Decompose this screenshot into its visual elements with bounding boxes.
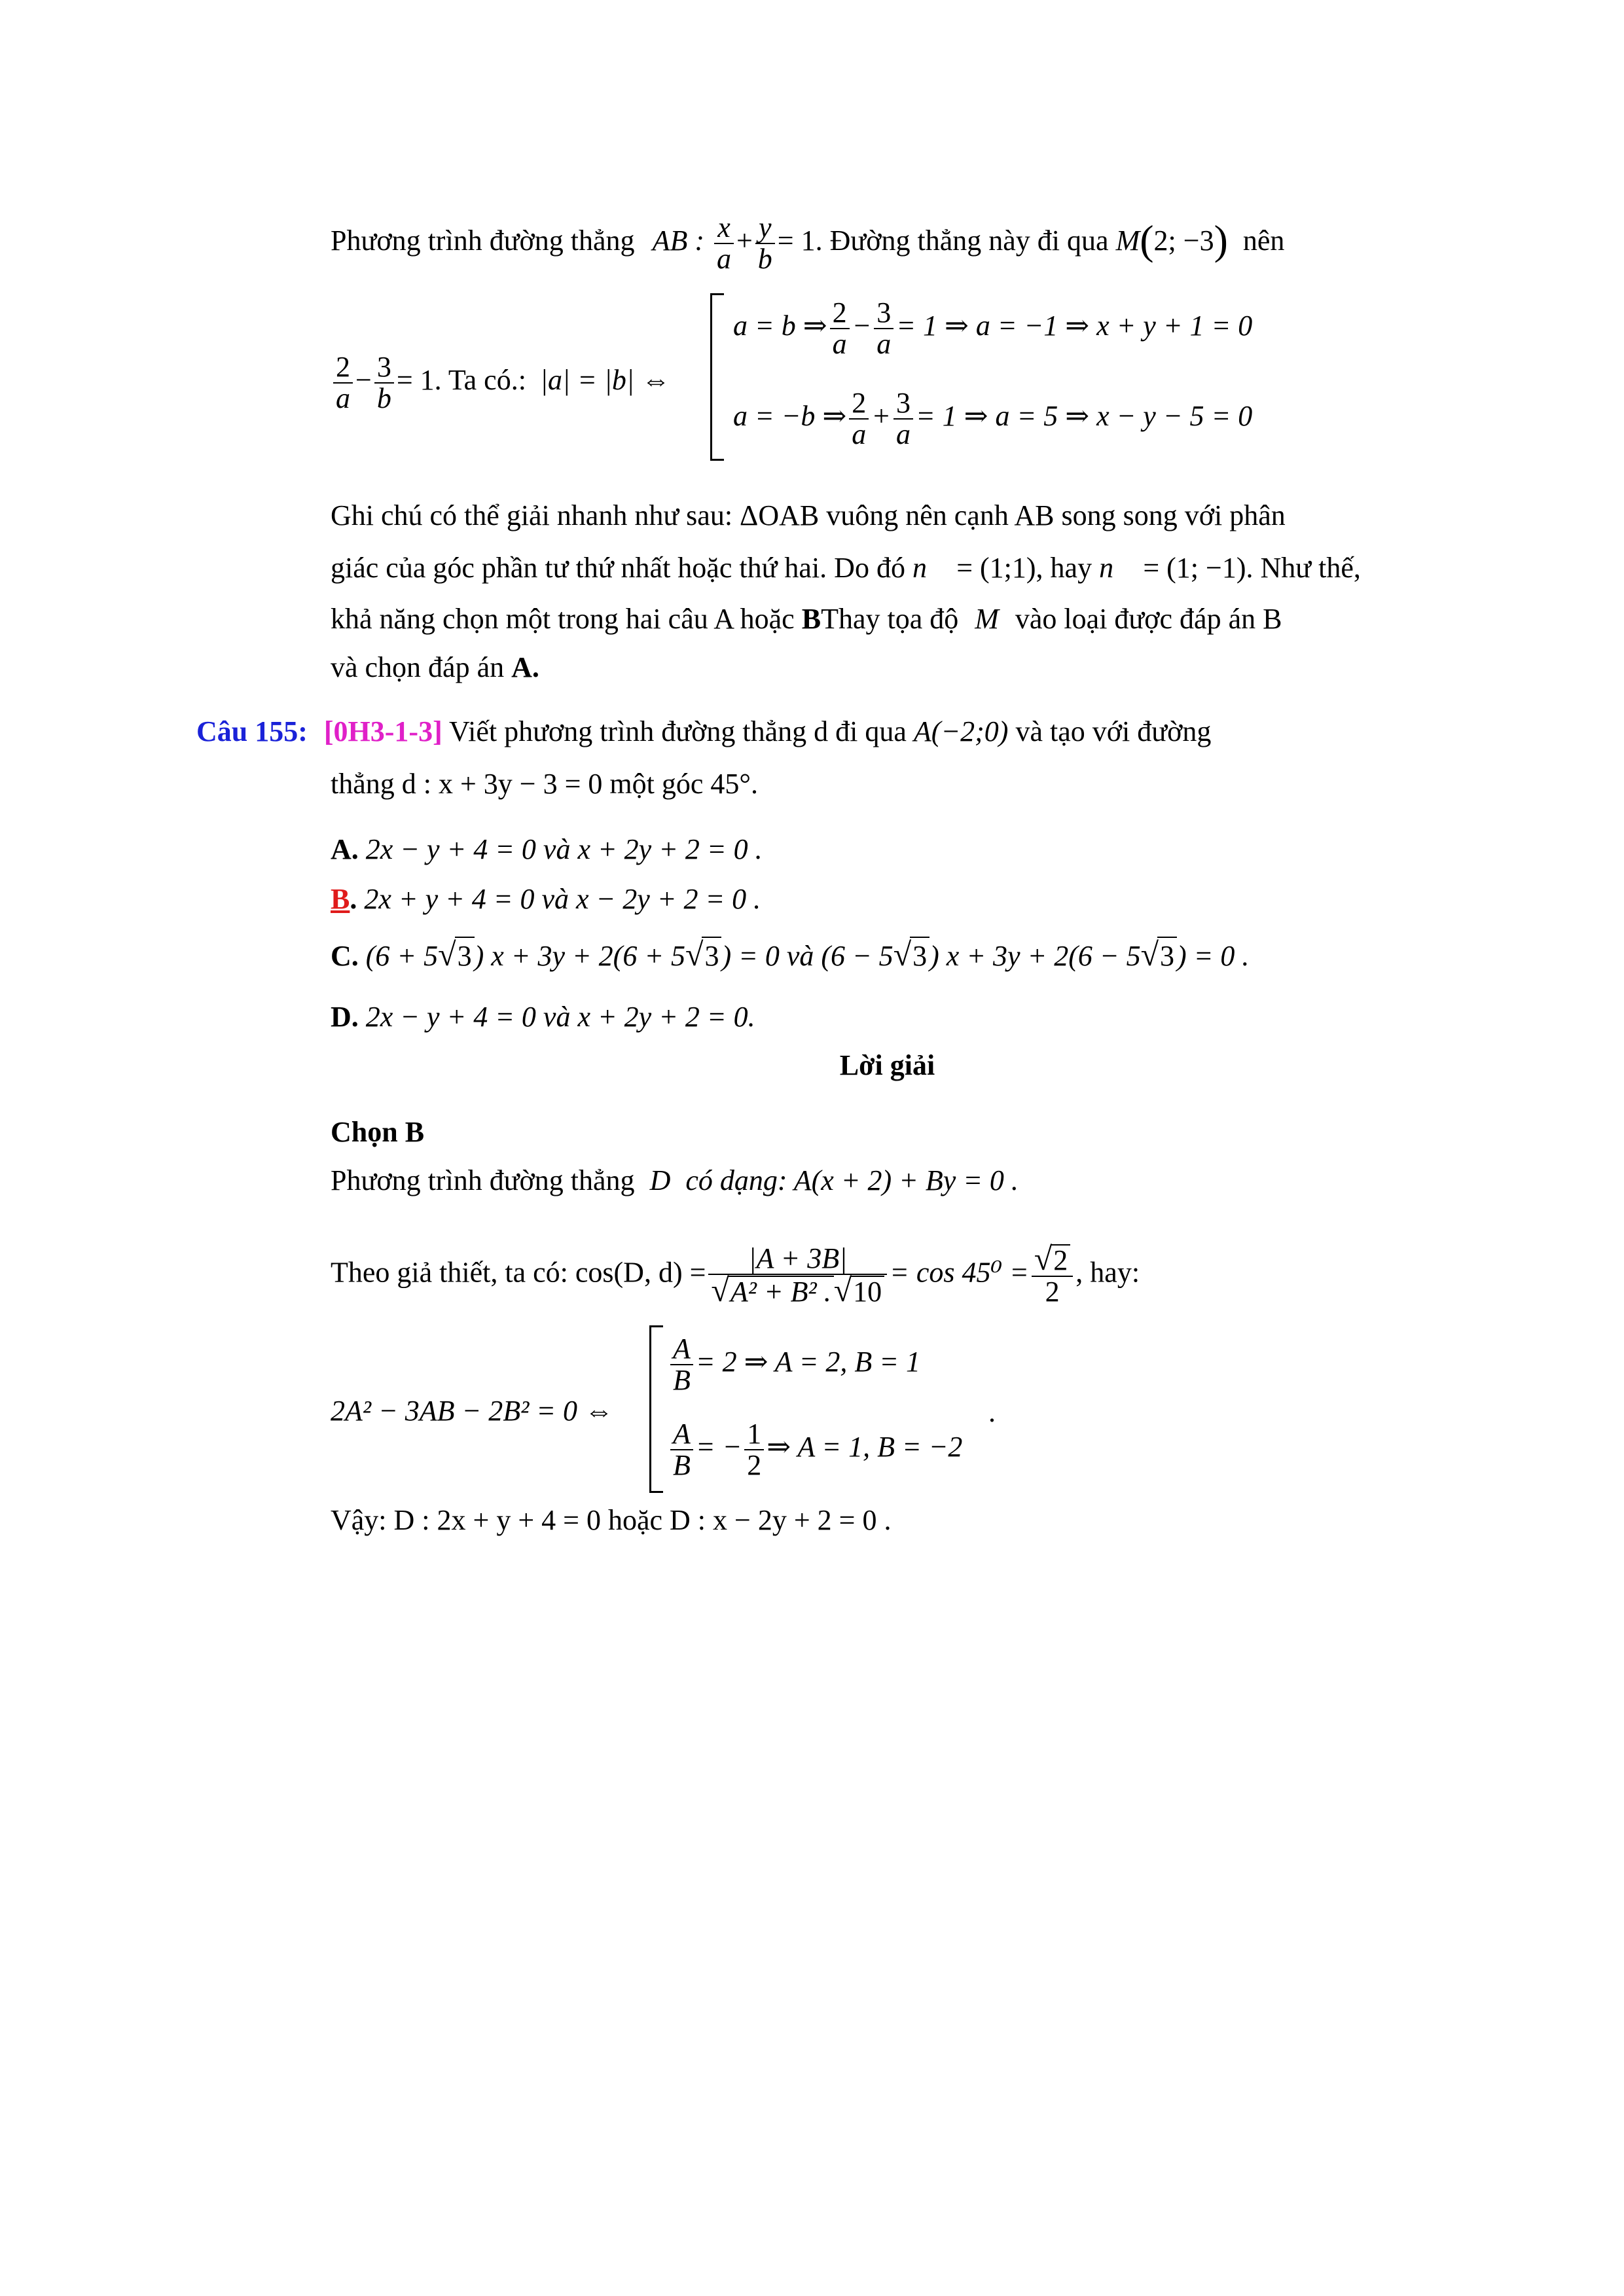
point: A(−2;0) (913, 715, 1009, 747)
text: , hay: (1075, 1256, 1140, 1289)
question-label: Câu 155: (196, 715, 308, 747)
text: nên (1242, 224, 1285, 257)
text: Theo giả thiết, ta có: cos(D, d) = (331, 1256, 706, 1289)
case-1: a = b ⇒ $\frac{2}{a}$ − $\frac{3}{a}$ = 1 ⇒ a = −1 ⇒ x + y + 1 = 0 (733, 296, 1253, 360)
text: vào loại được đáp án B (1015, 603, 1282, 635)
solution-heading (0, 1047, 1624, 1084)
solution-case-1: $\frac{A}{B}$ = 2 ⇒ A = 2, B = 1 (668, 1334, 920, 1395)
question-text: Viết phương trình đường thẳng d đi qua (448, 715, 907, 747)
note-line-2: giác của góc phần tư thứ nhất hoặc thứ hai. Do đó n⃗ = (1;1), hay n⃗ = (1; −1). Như thế, (331, 552, 1361, 584)
option-text: ) x + 3y + 2(6 + 5 (474, 940, 686, 972)
option-text: (6 + 5 (365, 940, 439, 972)
math: = − (695, 1431, 742, 1463)
cos-fraction: $\frac{|A + 3B|}{\text{√A² + B² .√10}}$ (708, 1244, 887, 1307)
fraction-3-a: $\frac{3}{a}$ (893, 388, 913, 450)
option-text: 2x − y + 4 = 0 và x + 2y + 2 = 0 . (365, 833, 763, 865)
option-b: B. 2x + y + 4 = 0 và x − 2y + 2 = 0 . (331, 883, 761, 915)
question-text: và tạo với đường (1015, 715, 1212, 747)
fraction-2-a: $\frac{2}{a}$ (849, 388, 869, 450)
bold-text: A. (511, 651, 539, 683)
fraction-2-a: $\frac{2}{a}$ (333, 352, 353, 414)
solution-line-2 (331, 1240, 1140, 1308)
option-a (331, 831, 763, 868)
case-bracket (649, 1325, 663, 1493)
solution-line-3: 2A² − 3AB − 2B² = 0 ⇔ (331, 1395, 613, 1427)
text: giác của góc phần tư thứ nhất hoặc thứ hai. Do đó (331, 552, 905, 584)
text: Như thế, (1260, 552, 1361, 584)
fraction-3-b: $\frac{3}{b}$ (374, 352, 394, 414)
case-2: a = −b ⇒ $\frac{2}{a}$ + $\frac{3}{a}$ = 1 ⇒ a = 5 ⇒ x − y − 5 = 0 (733, 387, 1253, 450)
option-key: B (331, 883, 350, 915)
math: = 1 ⇒ a = 5 ⇒ x − y − 5 = 0 (915, 400, 1253, 433)
heading-text: Lời giải (839, 1049, 935, 1081)
text: Phương trình đường thẳng (331, 224, 635, 257)
option-key: D. (331, 1001, 359, 1033)
solution-line-1 (331, 1162, 1019, 1199)
abs-equation: |a| = |b| ⇔ (539, 364, 671, 397)
option-text: 2x + y + 4 = 0 và x − 2y + 2 = 0 . (364, 883, 761, 915)
text: và chọn đáp án (331, 651, 505, 683)
question-line-1 (196, 713, 1211, 750)
bold-text: B (801, 603, 821, 635)
math: = cos 45⁰ = (890, 1256, 1029, 1289)
option-text: ) x + 3y + 2(6 − 5 (929, 940, 1141, 972)
question-tag: [0H3-1-3] (323, 715, 442, 747)
case-bracket (710, 293, 724, 461)
math: = 2 ⇒ A = 2, B = 1 (695, 1346, 920, 1378)
note-line-4 (331, 649, 539, 686)
vector: = (1;1), (956, 552, 1043, 584)
math: a = b ⇒ (733, 310, 827, 342)
option-d (331, 999, 755, 1035)
solution-conclusion: Vậy: D : 2x + y + 4 = 0 hoặc D : x − 2y + 2 = 0 . (331, 1504, 892, 1536)
math: AB : (652, 224, 704, 257)
note-line-1: Ghi chú có thể giải nhanh như sau: ΔOAB vuông nên cạnh AB song song với phân (331, 499, 1286, 531)
coord: 2; −3 (1153, 224, 1214, 257)
vector: = (1; −1). (1143, 552, 1254, 584)
math: ⇒ A = 1, B = −2 (767, 1431, 963, 1463)
fraction-2-a: $\frac{2}{a}$ (830, 298, 850, 359)
text: hay (1050, 552, 1092, 584)
text: = 1. Ta có.: (396, 364, 526, 397)
option-c: C. (6 + 5√3) x + 3y + 2(6 + 5√3) = 0 và (6 − 5√3) x + 3y + 2(6 − 5√3) = 0 . (331, 936, 1249, 975)
solution-case-2: $\frac{A}{B}$ = − $\frac{1}{2}$ ⇒ A = 1, B = −2 (668, 1419, 962, 1480)
text: . Đường thẳng này đi qua (815, 224, 1109, 257)
fraction-x-a: $\frac{x}{a}$ (714, 213, 734, 274)
math: có dạng: A(x + 2) + By = 0 . (685, 1164, 1019, 1196)
text: khả năng chọn một trong hai câu A hoặc (331, 603, 795, 635)
fraction-3-a: $\frac{3}{a}$ (874, 298, 893, 359)
line-system: $\frac{2}{a}$ − $\frac{3}{b}$ = 1. Ta có.: |a| = |b| ⇔ (331, 352, 670, 414)
text: Thay tọa độ (821, 603, 959, 635)
option-text: 2x − y + 4 = 0 và x + 2y + 2 = 0. (365, 1001, 755, 1033)
point-label: M (1115, 224, 1140, 257)
point-label: M (975, 603, 999, 635)
question-line-2: thẳng d : x + 3y − 3 = 0 một góc 45°. (331, 768, 758, 800)
line-ab-equation: Phương trình đường thẳng AB : $\frac{x}{a}$ + $\frac{y}{b}$ = 1. Đường thẳng này đi qua M(2; −3) nên (331, 211, 1285, 275)
text: Phương trình đường thẳng (331, 1164, 635, 1196)
line-name: D (649, 1164, 671, 1196)
period: . (988, 1396, 996, 1428)
note-line-3 (331, 601, 1282, 637)
sqrt2-fraction: $\frac{√2}{2}$ (1032, 1244, 1073, 1307)
math: = 1 ⇒ a = −1 ⇒ x + y + 1 = 0 (896, 310, 1253, 342)
solution-choice: Chọn B (331, 1116, 425, 1148)
option-key: A. (331, 833, 359, 865)
fraction-y-b: $\frac{y}{b}$ (755, 213, 775, 274)
option-text: ) = 0 . (1177, 940, 1250, 972)
option-key: C. (331, 940, 359, 972)
option-text: ) = 0 và (6 − 5 (721, 940, 893, 972)
math: a = −b ⇒ (733, 400, 847, 433)
